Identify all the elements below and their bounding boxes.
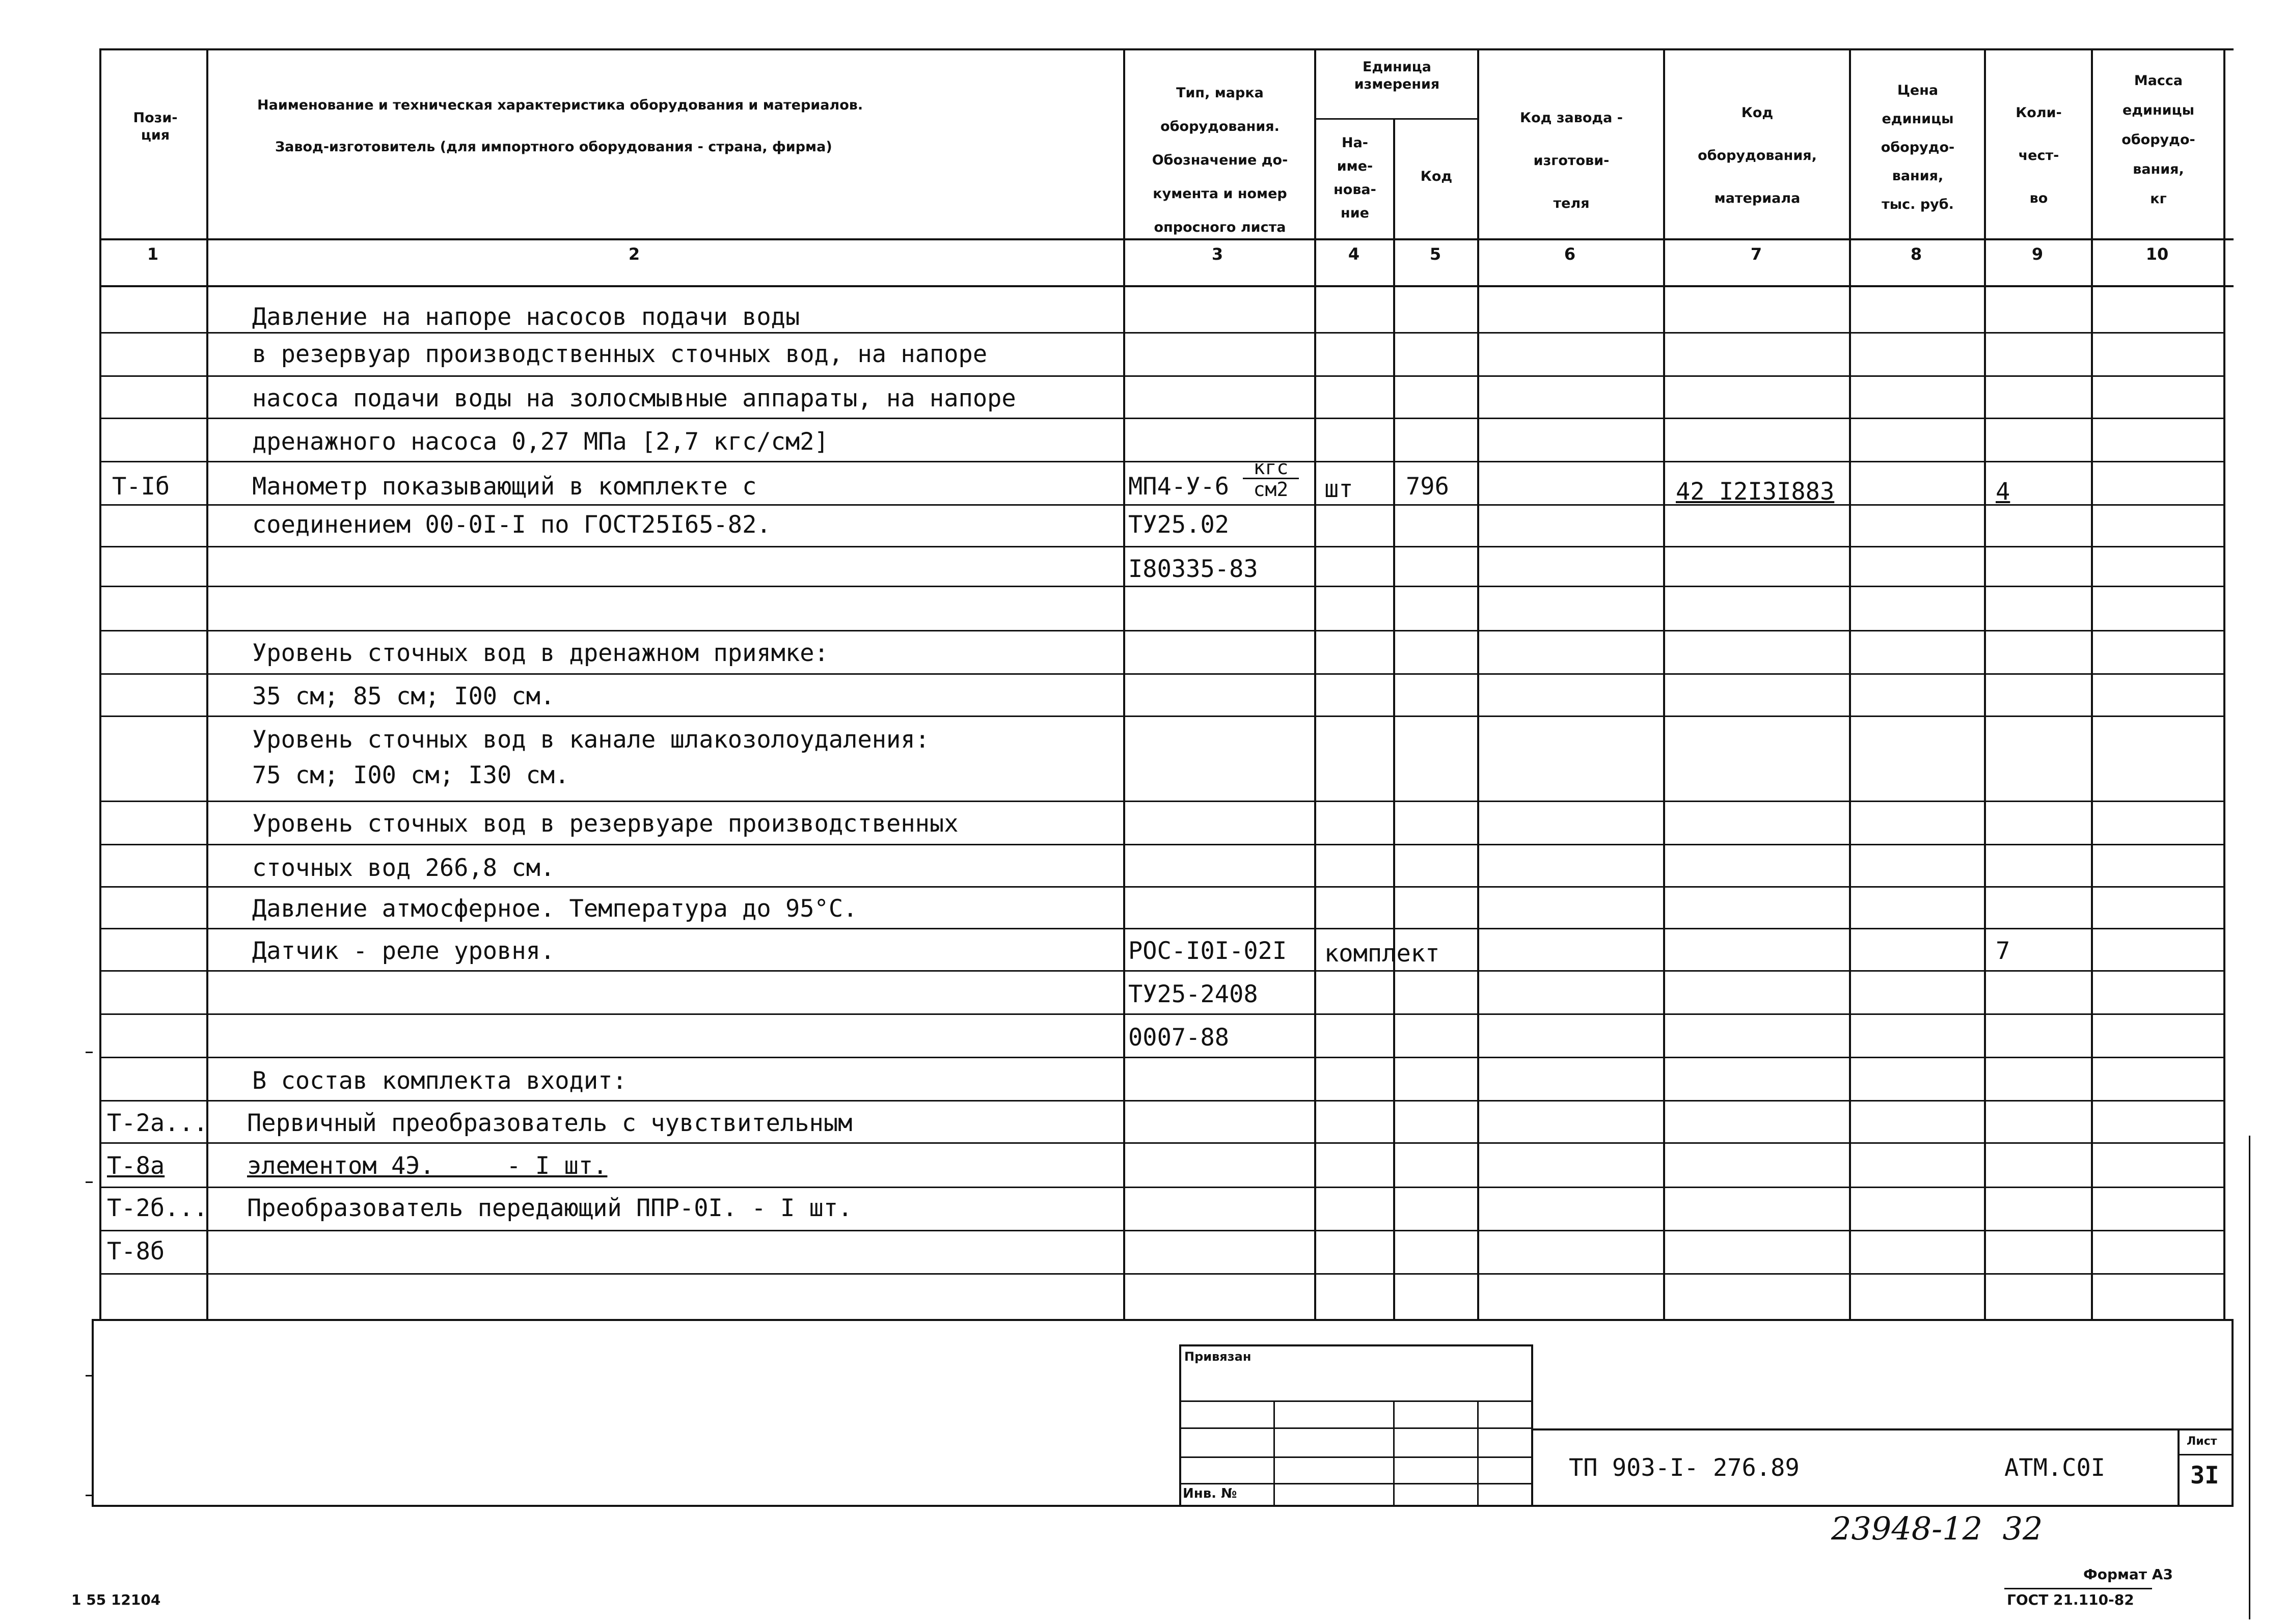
- table-top-border: [99, 48, 2234, 50]
- colnum-8: 8: [1910, 244, 1922, 264]
- row-sep: [99, 1273, 2223, 1275]
- format-label: Формат А3: [2083, 1566, 2173, 1583]
- col-line-6: [1663, 48, 1665, 1320]
- col-line-5: [1477, 48, 1479, 1320]
- row-sep: [99, 1187, 2223, 1188]
- row-sep: [99, 801, 2223, 802]
- row-sep: [99, 673, 2223, 675]
- stamp-line: [1179, 1483, 1533, 1484]
- colnum-7: 7: [1750, 244, 1762, 264]
- row7-type: I80335-83: [1128, 555, 1258, 583]
- row-sep: [99, 1013, 2223, 1015]
- row-sep: [99, 970, 2223, 972]
- row12-name: Уровень сточных вод в резервуаре производственных: [252, 810, 959, 838]
- col-line-7: [1849, 48, 1851, 1320]
- row13-name: сточных вод 266,8 см.: [252, 854, 555, 882]
- header-quantity: Коли- чест- во: [2016, 105, 2062, 206]
- row-sep: [99, 1057, 2223, 1058]
- row-sep: [99, 1100, 2223, 1102]
- col-line-9: [2091, 48, 2093, 1320]
- left-code-label: 1 55 12104: [71, 1591, 161, 1608]
- stamp-inv-no: Инв. №: [1183, 1486, 1237, 1501]
- col-line-3: [1314, 48, 1316, 1320]
- header-unit-name: На- име- нова- ние: [1334, 135, 1376, 221]
- colnum-9: 9: [2031, 244, 2044, 264]
- stamp-mark: АТМ.С0I: [2004, 1454, 2106, 1482]
- colnum-4: 4: [1348, 244, 1360, 264]
- row5-type: МП4-У-6: [1128, 473, 1230, 501]
- row-sep: [99, 844, 2223, 845]
- unit-group-divider: [1314, 118, 1477, 120]
- title-block-list-sep: [2178, 1454, 2233, 1455]
- header-mass: Масса единицы оборудо- вания, кг: [2121, 73, 2195, 207]
- header-unit-group: Единица измерения: [1354, 59, 1440, 92]
- row21-name: Преобразователь передающий ППР-0I. - I шт.: [247, 1194, 853, 1222]
- sheet-left-border: [92, 1319, 94, 1507]
- row15-unit: комплект: [1324, 940, 1440, 968]
- row3-name: насоса подачи воды на золосмывные аппараты, на напоре: [252, 384, 1016, 412]
- row15-type: РОС-I0I-02I: [1128, 937, 1287, 965]
- colnum-5: 5: [1429, 244, 1441, 264]
- title-block-top: [1533, 1428, 2231, 1430]
- colnum-1: 1: [147, 244, 159, 264]
- row18-name: В состав комплекта входит:: [252, 1067, 627, 1095]
- col-line-2: [1123, 48, 1125, 1320]
- row-sep: [99, 715, 2223, 717]
- row5-type-fraction: [1243, 457, 1299, 500]
- row-sep: [99, 461, 2223, 462]
- stamp-list-label: Лист: [2187, 1435, 2217, 1448]
- stamp-list-no: 3I: [2190, 1462, 2219, 1490]
- row9-name: Уровень сточных вод в дренажном приямке:: [252, 639, 829, 667]
- row20-position: Т-8а: [107, 1152, 165, 1180]
- stamp-line: [1179, 1427, 1533, 1429]
- stamp-doc-code: ТП 903-I- 276.89: [1569, 1454, 1800, 1482]
- row15-name: Датчик - реле уровня.: [252, 937, 555, 965]
- row19-name: Первичный преобразователь с чувствительным: [247, 1109, 853, 1137]
- row2-name: в резервуар производственных сточных вод, на напоре: [252, 340, 988, 368]
- row11-name-cont: 75 см; I00 см; I30 см.: [252, 761, 569, 789]
- row5-name: Манометр показывающий в комплекте с: [252, 473, 757, 501]
- right-binding-line: [2249, 1136, 2250, 1619]
- stamp-vline: [1273, 1400, 1275, 1505]
- row-sep: [99, 504, 2223, 506]
- row-sep: [99, 418, 2223, 419]
- colnum-10: 10: [2145, 244, 2169, 264]
- header-maker-code: Код завода - изготови- теля: [1520, 110, 1623, 211]
- sheet-bottom-border: [92, 1505, 2234, 1507]
- row6-name: соединением 00-0I-I по ГОСТ25I65-82.: [252, 511, 771, 539]
- row20-name: элементом 4Э. - I шт.: [247, 1152, 608, 1180]
- gost-label: ГОСТ 21.110-82: [2007, 1591, 2134, 1608]
- row-sep: [99, 630, 2223, 631]
- header-unit-code: Код: [1420, 169, 1453, 184]
- margin-tick: [86, 1495, 93, 1496]
- row16-type: ТУ25-2408: [1128, 980, 1258, 1008]
- stamp-line: [1179, 1456, 1533, 1458]
- header-equip-code: Код оборудования, материала: [1698, 105, 1817, 206]
- row-sep: [99, 546, 2223, 547]
- col-line-4: [1393, 118, 1395, 1320]
- margin-tick: [86, 1052, 93, 1053]
- header-name-line1: Наименование и техническая характеристика оборудования и материалов.: [257, 97, 863, 113]
- stamp-line: [1179, 1400, 1533, 1402]
- row15-quantity: 7: [1996, 937, 2010, 965]
- row17-type: 0007-88: [1128, 1024, 1230, 1052]
- handwritten-archive-number: 23948-12 32: [1831, 1510, 2043, 1547]
- header-name: [214, 97, 1121, 156]
- margin-tick: [86, 1181, 93, 1183]
- title-block-list-line: [2178, 1428, 2180, 1505]
- row-sep: [99, 375, 2223, 377]
- table-bottom-border: [92, 1319, 2234, 1321]
- col-line-8: [1984, 48, 1986, 1320]
- row1-name: Давление на напоре насосов подачи воды: [252, 303, 800, 331]
- margin-tick: [86, 1375, 93, 1377]
- header-price: Цена единицы оборудо- вания, тыс. руб.: [1881, 82, 1955, 212]
- row14-name: Давление атмосферное. Температура до 95°С.: [252, 895, 858, 923]
- stamp-binding-box: [1179, 1344, 1533, 1506]
- sheet-right-border: [2231, 1319, 2234, 1507]
- fraction-numerator: кгс: [1243, 457, 1299, 479]
- footer-line: [2004, 1588, 2152, 1589]
- header-name-line2: Завод-изготовитель (для импортного оборудования - страна, фирма): [275, 139, 832, 155]
- row5-position: Т-Iб: [112, 473, 170, 501]
- row19-position: Т-2а...: [107, 1109, 208, 1137]
- row-sep: [99, 886, 2223, 888]
- fraction-denominator: см2: [1253, 478, 1289, 501]
- row-sep: [99, 1142, 2223, 1144]
- row5-unit-code: 796: [1406, 473, 1449, 501]
- colnum-2: 2: [628, 244, 640, 264]
- row22-position: Т-8б: [107, 1237, 165, 1265]
- stamp-privyazan: Привязан: [1184, 1350, 1251, 1364]
- row5-quantity: 4: [1996, 478, 2010, 506]
- colnum-bottom-border: [99, 285, 2234, 287]
- row6-type: ТУ25.02: [1128, 511, 1230, 539]
- col-line-10: [2223, 48, 2225, 1320]
- colnum-3: 3: [1211, 244, 1223, 264]
- header-type: Тип, марка оборудования. Обозначение до- кумента и номер опросного листа: [1152, 85, 1288, 235]
- row5-unit: шт: [1324, 475, 1353, 503]
- stamp-vline: [1477, 1400, 1479, 1505]
- row-sep: [99, 1230, 2223, 1231]
- row-sep: [99, 586, 2223, 587]
- row21-position: Т-2б...: [107, 1194, 208, 1222]
- row11-name: Уровень сточных вод в канале шлакозолоудаления:: [252, 726, 930, 754]
- row-sep: [99, 928, 2223, 929]
- stamp-vline: [1393, 1400, 1395, 1505]
- row10-name: 35 см; 85 см; I00 см.: [252, 682, 555, 710]
- row5-equip-code: 42 I2I3I883: [1676, 478, 1835, 506]
- row-sep: [99, 332, 2223, 334]
- header-position: Пози- ция: [133, 110, 178, 143]
- col-line-0: [99, 48, 101, 1320]
- row4-name: дренажного насоса 0,27 МПа [2,7 кгс/см2]: [252, 428, 829, 456]
- colnum-6: 6: [1564, 244, 1576, 264]
